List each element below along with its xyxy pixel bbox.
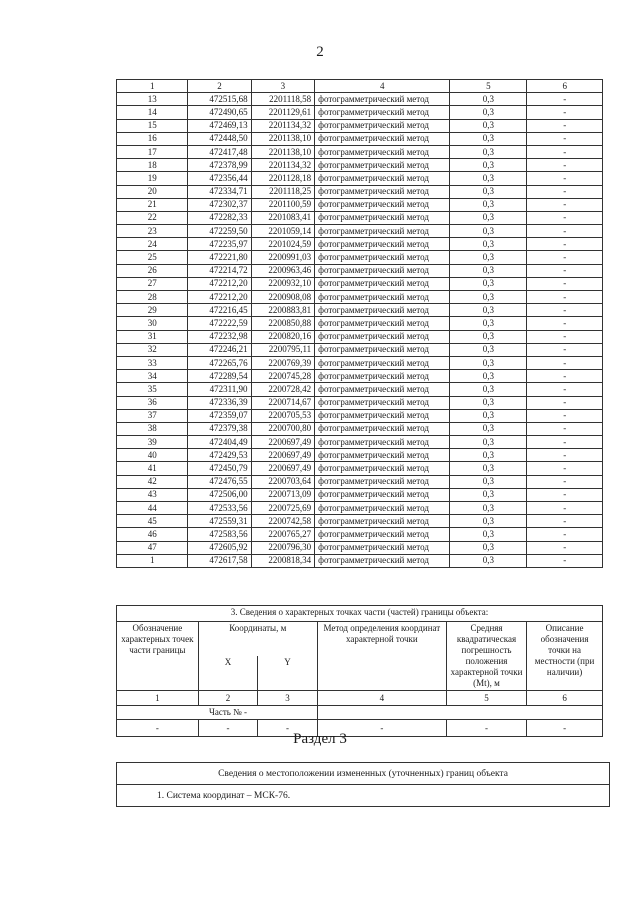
- table-cell: 0,3: [450, 488, 527, 501]
- table-cell: 26: [117, 264, 188, 277]
- table-cell: 2201083,41: [251, 211, 315, 224]
- table-cell: 2200883,81: [251, 304, 315, 317]
- table-cell: 472429,53: [188, 449, 251, 462]
- table-cell: 0,3: [450, 277, 527, 290]
- page-number: 2: [316, 44, 324, 60]
- table-cell: 472282,33: [188, 211, 251, 224]
- table-cell: фотограмметрический метод: [315, 541, 450, 554]
- table-cell: 30: [117, 317, 188, 330]
- table-cell: фотограмметрический метод: [315, 356, 450, 369]
- part-value: -: [243, 707, 247, 717]
- table-cell: 2201118,58: [251, 93, 315, 106]
- table-cell: -: [527, 475, 603, 488]
- table-row: [117, 330, 603, 343]
- table-cell: 19: [117, 172, 188, 185]
- table-cell: фотограмметрический метод: [315, 330, 450, 343]
- table-cell: 40: [117, 449, 188, 462]
- table-cell: 16: [117, 132, 188, 145]
- part-empty-cell: [317, 706, 602, 720]
- table-cell: 472379,38: [188, 422, 251, 435]
- table-cell: 472469,13: [188, 119, 251, 132]
- table-cell: 39: [117, 436, 188, 449]
- table-cell: 472450,79: [188, 462, 251, 475]
- table-row: [117, 251, 603, 264]
- table-cell: фотограмметрический метод: [315, 304, 450, 317]
- section-title: 3. Сведения о характерных точках части (частей) границы объекта:: [117, 606, 603, 622]
- coordinate-system: 1. Система координат – МСК-76.: [117, 785, 610, 807]
- table-cell: 2200820,16: [251, 330, 315, 343]
- table-cell: 472302,37: [188, 198, 251, 211]
- table-cell: фотограмметрический метод: [315, 172, 450, 185]
- table-cell: фотограмметрический метод: [315, 370, 450, 383]
- table-cell: 472214,72: [188, 264, 251, 277]
- table-row: [117, 119, 603, 132]
- table-cell: 2201138,10: [251, 145, 315, 158]
- table-cell: -: [527, 515, 603, 528]
- table-cell: 45: [117, 515, 188, 528]
- table-cell: -: [527, 396, 603, 409]
- table-cell: -: [527, 106, 603, 119]
- table-cell: 21: [117, 198, 188, 211]
- table-cell: 0,3: [450, 211, 527, 224]
- table-cell: фотограмметрический метод: [315, 515, 450, 528]
- table-cell: 472246,21: [188, 343, 251, 356]
- table-cell: 44: [117, 502, 188, 515]
- table-cell: 2200705,53: [251, 409, 315, 422]
- table-cell: 17: [117, 145, 188, 158]
- table-cell: -: [527, 528, 603, 541]
- table-row: [117, 159, 603, 172]
- column-header-x: X: [198, 656, 258, 691]
- table-cell: 29: [117, 304, 188, 317]
- table-cell: 2200697,49: [251, 436, 315, 449]
- table-cell: 2200745,28: [251, 370, 315, 383]
- table-cell: 472221,80: [188, 251, 251, 264]
- table-cell: 472490,65: [188, 106, 251, 119]
- table-cell: -: [527, 304, 603, 317]
- table-cell: фотограмметрический метод: [315, 488, 450, 501]
- table-row: [117, 291, 603, 304]
- header-cell: 3: [251, 80, 315, 93]
- table-cell: 2201118,25: [251, 185, 315, 198]
- table-cell: 36: [117, 396, 188, 409]
- table-cell: фотограмметрический метод: [315, 106, 450, 119]
- table-row: [117, 370, 603, 383]
- table-cell: 0,3: [450, 436, 527, 449]
- table-cell: 0,3: [450, 264, 527, 277]
- table-cell: 472617,58: [188, 554, 251, 567]
- table-cell: 2200713,09: [251, 488, 315, 501]
- table-row: [117, 277, 603, 290]
- table-cell: 0,3: [450, 449, 527, 462]
- table-cell: 42: [117, 475, 188, 488]
- table-cell: 18: [117, 159, 188, 172]
- table-cell: 2201129,61: [251, 106, 315, 119]
- table-cell: 0,3: [450, 225, 527, 238]
- table-row: [117, 396, 603, 409]
- table-cell: 472356,44: [188, 172, 251, 185]
- table-cell: -: [527, 93, 603, 106]
- part-label: Часть №: [209, 707, 242, 717]
- table-cell: 472559,31: [188, 515, 251, 528]
- header-cell: 1: [117, 80, 188, 93]
- table-cell: фотограмметрический метод: [315, 238, 450, 251]
- table-cell: 0,3: [450, 409, 527, 422]
- table-cell: 35: [117, 383, 188, 396]
- table-row: [117, 436, 603, 449]
- table-cell: 2200714,67: [251, 396, 315, 409]
- table-cell: 472605,92: [188, 541, 251, 554]
- table-cell: 472334,71: [188, 185, 251, 198]
- table-cell: -: [527, 225, 603, 238]
- table-cell: 27: [117, 277, 188, 290]
- table-cell: фотограмметрический метод: [315, 383, 450, 396]
- table-cell: -: [527, 264, 603, 277]
- table-cell: -: [527, 132, 603, 145]
- column-header-method: Метод определения координат характерной точки: [317, 622, 446, 691]
- table-cell: 2200908,08: [251, 291, 315, 304]
- table-row: [117, 304, 603, 317]
- table-cell: 2201134,32: [251, 159, 315, 172]
- table-cell: -: [527, 356, 603, 369]
- table-cell: 2200700,80: [251, 422, 315, 435]
- table-cell: 0,3: [450, 554, 527, 567]
- table-cell: 472506,00: [188, 488, 251, 501]
- data-cell: -: [446, 720, 526, 737]
- header-cell: 6: [527, 80, 603, 93]
- part-label-cell: [117, 706, 318, 720]
- table-cell: 0,3: [450, 185, 527, 198]
- table-cell: 2200818,34: [251, 554, 315, 567]
- table-cell: 472232,98: [188, 330, 251, 343]
- table-row: [117, 554, 603, 567]
- table-cell: 2200796,30: [251, 541, 315, 554]
- table-cell: -: [527, 370, 603, 383]
- table-cell: 472289,54: [188, 370, 251, 383]
- table-cell: 47: [117, 541, 188, 554]
- table-cell: 33: [117, 356, 188, 369]
- table-cell: 2200742,58: [251, 515, 315, 528]
- table-row: [117, 356, 603, 369]
- table-row: [117, 343, 603, 356]
- table-cell: 472265,76: [188, 356, 251, 369]
- table-row: [117, 145, 603, 158]
- table-cell: 0,3: [450, 462, 527, 475]
- table-cell: 0,3: [450, 383, 527, 396]
- table-cell: фотограмметрический метод: [315, 436, 450, 449]
- table-cell: фотограмметрический метод: [315, 317, 450, 330]
- table-cell: фотограмметрический метод: [315, 198, 450, 211]
- table-cell: -: [527, 343, 603, 356]
- table-cell: фотограмметрический метод: [315, 119, 450, 132]
- table-row: [117, 422, 603, 435]
- table-cell: -: [527, 502, 603, 515]
- table-cell: 0,3: [450, 396, 527, 409]
- table-cell: 0,3: [450, 356, 527, 369]
- table-row: [117, 409, 603, 422]
- boundaries-header: Сведения о местоположении измененных (уточненных) границ объекта: [117, 763, 610, 785]
- table-cell: фотограмметрический метод: [315, 528, 450, 541]
- table-cell: 14: [117, 106, 188, 119]
- table-cell: 0,3: [450, 422, 527, 435]
- table-cell: фотограмметрический метод: [315, 409, 450, 422]
- table-cell: 2200703,64: [251, 475, 315, 488]
- table-cell: фотограмметрический метод: [315, 132, 450, 145]
- header-cell: 5: [450, 80, 527, 93]
- table-cell: фотограмметрический метод: [315, 343, 450, 356]
- table-cell: -: [527, 422, 603, 435]
- table-row: [117, 93, 603, 106]
- table-row: [117, 541, 603, 554]
- column-number: 6: [527, 691, 603, 706]
- table-cell: 0,3: [450, 541, 527, 554]
- column-header-description: Описание обозначения точки на местности (при наличии): [527, 622, 603, 691]
- table-cell: 0,3: [450, 475, 527, 488]
- table-row: [117, 198, 603, 211]
- table-cell: 472417,48: [188, 145, 251, 158]
- table-cell: 2201128,18: [251, 172, 315, 185]
- column-number: 4: [317, 691, 446, 706]
- table-row: [117, 488, 603, 501]
- table-cell: 0,3: [450, 343, 527, 356]
- table-cell: -: [527, 541, 603, 554]
- table-cell: 32: [117, 343, 188, 356]
- table-cell: 472336,39: [188, 396, 251, 409]
- table-cell: фотограмметрический метод: [315, 554, 450, 567]
- table-cell: 2201134,32: [251, 119, 315, 132]
- table-cell: 2200765,27: [251, 528, 315, 541]
- table-cell: фотограмметрический метод: [315, 475, 450, 488]
- table-cell: 0,3: [450, 198, 527, 211]
- table-cell: 24: [117, 238, 188, 251]
- table-cell: 472533,56: [188, 502, 251, 515]
- table-cell: 2200697,49: [251, 462, 315, 475]
- table-cell: 0,3: [450, 370, 527, 383]
- table-cell: -: [527, 449, 603, 462]
- table-cell: 0,3: [450, 502, 527, 515]
- data-cell: -: [117, 720, 199, 737]
- data-cell: -: [198, 720, 258, 737]
- table-cell: 472311,90: [188, 383, 251, 396]
- table-cell: фотограмметрический метод: [315, 185, 450, 198]
- table-cell: 472259,50: [188, 225, 251, 238]
- table-cell: -: [527, 211, 603, 224]
- data-cell: -: [317, 720, 446, 737]
- table-cell: фотограмметрический метод: [315, 449, 450, 462]
- table-cell: 34: [117, 370, 188, 383]
- table-cell: 2200728,42: [251, 383, 315, 396]
- table-cell: фотограмметрический метод: [315, 422, 450, 435]
- table-cell: 472515,68: [188, 93, 251, 106]
- table-cell: 472476,55: [188, 475, 251, 488]
- table-cell: 37: [117, 409, 188, 422]
- header-cell: 4: [315, 80, 450, 93]
- table-cell: 0,3: [450, 172, 527, 185]
- table-header-row: [117, 80, 603, 93]
- table-cell: -: [527, 145, 603, 158]
- table-row: [117, 502, 603, 515]
- table-row: [117, 106, 603, 119]
- table-cell: -: [527, 119, 603, 132]
- table-cell: -: [527, 159, 603, 172]
- table-row: [117, 462, 603, 475]
- table-row: [117, 132, 603, 145]
- table-cell: фотограмметрический метод: [315, 396, 450, 409]
- table-cell: 22: [117, 211, 188, 224]
- table-cell: 0,3: [450, 159, 527, 172]
- table-cell: 41: [117, 462, 188, 475]
- table-cell: 31: [117, 330, 188, 343]
- section-heading: Раздел 3: [293, 731, 347, 747]
- table-cell: 472359,07: [188, 409, 251, 422]
- table-cell: -: [527, 291, 603, 304]
- table-cell: 0,3: [450, 251, 527, 264]
- table-cell: 0,3: [450, 515, 527, 528]
- data-cell: -: [527, 720, 603, 737]
- table-cell: 2200697,49: [251, 449, 315, 462]
- table-cell: 472222,59: [188, 317, 251, 330]
- table-cell: 0,3: [450, 330, 527, 343]
- table-cell: 472212,20: [188, 277, 251, 290]
- table-cell: 13: [117, 93, 188, 106]
- data-cell: -: [258, 720, 318, 737]
- table-row: [117, 528, 603, 541]
- coordinates-table: [116, 79, 603, 568]
- table-cell: 0,3: [450, 106, 527, 119]
- table-cell: 472216,45: [188, 304, 251, 317]
- table-cell: 2200725,69: [251, 502, 315, 515]
- table-cell: 0,3: [450, 145, 527, 158]
- table-cell: -: [527, 383, 603, 396]
- table-cell: -: [527, 198, 603, 211]
- table-cell: 2200850,88: [251, 317, 315, 330]
- header-cell: 2: [188, 80, 251, 93]
- table-row: [117, 515, 603, 528]
- column-header-y: Y: [258, 656, 318, 691]
- table-cell: 2201100,59: [251, 198, 315, 211]
- table-cell: 472235,97: [188, 238, 251, 251]
- column-number: 2: [198, 691, 258, 706]
- table-cell: -: [527, 436, 603, 449]
- table-row: [117, 264, 603, 277]
- table-cell: фотограмметрический метод: [315, 462, 450, 475]
- column-header-coords: Координаты, м: [198, 622, 317, 657]
- table-cell: фотограмметрический метод: [315, 502, 450, 515]
- table-cell: фотограмметрический метод: [315, 251, 450, 264]
- table-cell: 0,3: [450, 304, 527, 317]
- table-row: [117, 317, 603, 330]
- table-row: [117, 449, 603, 462]
- table-row: [117, 172, 603, 185]
- table-cell: -: [527, 172, 603, 185]
- table-cell: 43: [117, 488, 188, 501]
- table-cell: 2201138,10: [251, 132, 315, 145]
- table-cell: -: [527, 554, 603, 567]
- table-cell: 2201059,14: [251, 225, 315, 238]
- column-number: 3: [258, 691, 318, 706]
- table-cell: фотограмметрический метод: [315, 277, 450, 290]
- column-header-accuracy: Средняя квадратическая погрешность положения характерной точки (Mt), м: [446, 622, 526, 691]
- table-cell: 0,3: [450, 119, 527, 132]
- table-cell: фотограмметрический метод: [315, 264, 450, 277]
- table-row: [117, 238, 603, 251]
- table-cell: 23: [117, 225, 188, 238]
- table-cell: 0,3: [450, 238, 527, 251]
- table-cell: фотограмметрический метод: [315, 291, 450, 304]
- table-cell: 15: [117, 119, 188, 132]
- table-cell: 472404,49: [188, 436, 251, 449]
- column-number: 5: [446, 691, 526, 706]
- table-cell: 2200991,03: [251, 251, 315, 264]
- table-cell: 28: [117, 291, 188, 304]
- table-cell: 1: [117, 554, 188, 567]
- table-cell: 0,3: [450, 132, 527, 145]
- table-cell: -: [527, 251, 603, 264]
- table-cell: фотограмметрический метод: [315, 145, 450, 158]
- table-cell: 2200795,11: [251, 343, 315, 356]
- boundaries-table: [116, 762, 610, 807]
- table-cell: 472448,50: [188, 132, 251, 145]
- table-row: [117, 475, 603, 488]
- table-cell: -: [527, 185, 603, 198]
- table-cell: 20: [117, 185, 188, 198]
- table-cell: -: [527, 317, 603, 330]
- column-number: 1: [117, 691, 199, 706]
- table-row: [117, 211, 603, 224]
- table-cell: -: [527, 462, 603, 475]
- table-cell: 472212,20: [188, 291, 251, 304]
- table-cell: 472378,99: [188, 159, 251, 172]
- table-row: [117, 225, 603, 238]
- table-row: [117, 383, 603, 396]
- table-cell: 0,3: [450, 291, 527, 304]
- part-points-table: [116, 605, 603, 737]
- table-cell: 2200932,10: [251, 277, 315, 290]
- table-cell: 2200769,39: [251, 356, 315, 369]
- table-cell: -: [527, 488, 603, 501]
- table-cell: 38: [117, 422, 188, 435]
- table-cell: 2200963,46: [251, 264, 315, 277]
- table-cell: -: [527, 409, 603, 422]
- table-cell: фотограмметрический метод: [315, 93, 450, 106]
- table-cell: фотограмметрический метод: [315, 211, 450, 224]
- table-cell: -: [527, 277, 603, 290]
- table-cell: фотограмметрический метод: [315, 225, 450, 238]
- table-cell: 0,3: [450, 93, 527, 106]
- column-header-designation: Обозначение характерных точек части границы: [117, 622, 199, 691]
- table-cell: 2201024,59: [251, 238, 315, 251]
- table-cell: -: [527, 330, 603, 343]
- table-cell: 0,3: [450, 528, 527, 541]
- table-row: [117, 185, 603, 198]
- table-cell: 46: [117, 528, 188, 541]
- table-cell: фотограмметрический метод: [315, 159, 450, 172]
- table-cell: -: [527, 238, 603, 251]
- table-cell: 25: [117, 251, 188, 264]
- table-cell: 0,3: [450, 317, 527, 330]
- table-cell: 472583,56: [188, 528, 251, 541]
